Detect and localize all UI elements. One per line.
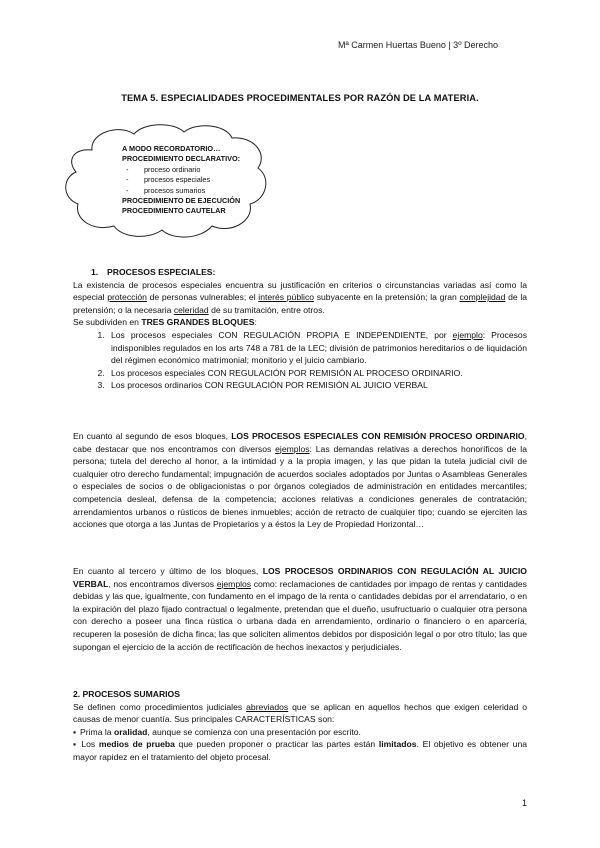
cloud-line-declarative: PROCEDIMIENTO DECLARATIVO: <box>122 154 241 164</box>
cloud-subitem: - proceso ordinario <box>122 165 240 175</box>
blocks-list <box>73 329 527 392</box>
paragraph-subdivision: Se subdividen en TRES GRANDES BLOQUES: <box>73 317 257 328</box>
cloud-line-reminder: A MODO RECORDATORIO… <box>122 144 221 153</box>
reminder-cloud <box>62 120 272 242</box>
page-number: 1 <box>521 798 527 808</box>
bullet-item: ▪ Los medios de prueba que pueden proponer o practicar las partes están limitados. El objetivo es obtener una mayor rapidez en el tratamiento del objeto procesal. <box>73 738 527 763</box>
section-heading-text: PROCESOS ESPECIALES: <box>107 267 216 277</box>
list-item: 1. Los procesos especiales CON REGULACIÓN PROPIA E INDEPENDIENTE, por ejemplo: Procesos indisponibles regulados en los arts 748 a 781 de la LEC; división de patrimonios hereditarios o de liquidación del régimen económico matrimonial; monitorio y el juicio cambiario. <box>107 329 527 367</box>
cloud-line-cautelar: PROCEDIMIENTO CAUTELAR <box>122 206 226 216</box>
cloud-content <box>122 144 240 217</box>
cloud-subitem: - procesos sumarios <box>122 186 240 196</box>
page-header: Mª Carmen Huertas Bueno | 3º Derecho <box>337 40 498 50</box>
section-heading: 2. PROCESOS SUMARIOS <box>73 689 180 699</box>
bullet-item: ▪ Prima la oralidad, aunque se comienza con una presentación por escrito. <box>73 726 527 739</box>
section-number: 1. <box>91 267 99 277</box>
paragraph-second-block: En cuanto al segundo de esos bloques, LOS PROCESOS ESPECIALES CON REMISIÓN PROCESO ORDINARIO, cabe destacar que nos encontramos con diversos ejemplos: Las demandas relativas a derechos honoríficos de la persona; tutela del derecho al honor, a la intimidad y a la propia imagen, y las que pidan la tutela judicial civil de cualquier otro derecho fundamental; impugnación de acuerdos sociales adoptados por Juntas o Asambleas Generales o especiales de socios o de obligacionistas o por órganos colegiados de administración en entidades mercantiles; competencia desleal, defensa de la competencia; acciones relativas a condiciones generales de contratación; arrendamientos urbanos o rústicos de bienes inmuebles; acción de retracto de cualquier tipo; cuando se ejerciten las acciones que otorga a las Juntas de Propietarios y a éstos la Ley de Propiedad Horizontal… <box>73 431 527 530</box>
paragraph-justification: La existencia de procesos especiales encuentra su justificación en criterios o circunstancias variadas así como la especial protección de personas vulnerables; el interés público subyacente en la pretensión; la gran complejidad de la pretensión; o la necesaria celeridad de su tramitación, entre otros. <box>73 279 528 315</box>
page-title: TEMA 5. ESPECIALIDADES PROCEDIMENTALES POR RAZÓN DE LA MATERIA. <box>121 93 479 103</box>
cloud-line-execution: PROCEDIMIENTO DE EJECUCIÓN <box>122 196 241 206</box>
list-item: 2. Los procesos especiales CON REGULACIÓN POR REMISIÓN AL PROCESO ORDINARIO. <box>107 367 527 380</box>
section-summary-processes <box>73 688 527 764</box>
cloud-subitem: - procesos especiales <box>122 175 240 185</box>
paragraph-definition: Se definen como procedimientos judiciales abreviados que se aplican en aquellos hechos que exigen celeridad o causas de menor cuantía. Sus principales CARACTERÍSTICAS son: <box>73 701 527 725</box>
section-heading <box>73 266 527 279</box>
list-item: 3. Los procesos ordinarios CON REGULACIÓN POR REMISIÓN AL JUICIO VERBAL <box>107 379 527 392</box>
section-special-processes <box>73 266 527 392</box>
paragraph-third-block: En cuanto al tercero y último de los bloques, LOS PROCESOS ORDINARIOS CON REGULACIÓN AL JUICIO VERBAL, nos encontramos diversos ejemplos como: reclamaciones de cantidades por impago de rentas y cantidades debidas y las que, igualmente, con fundamento en el impago de la renta o cantidades debidas por el arrendatario, o en la expiración del plazo fijado contractual o legalmente, pretendan que el dueño, usufructuario o cualquier otra persona con derecho a poseer una finca rústica o urbana dada en arrendamiento, ordinario o financiero o en aparcería, recuperen la posesión de dicha finca; las que soliciten alimentos debidos por disposición legal o por otro título; las que supongan el ejercicio de la acción de rectificación de hechos inexactos y perjudiciales. <box>73 566 527 652</box>
